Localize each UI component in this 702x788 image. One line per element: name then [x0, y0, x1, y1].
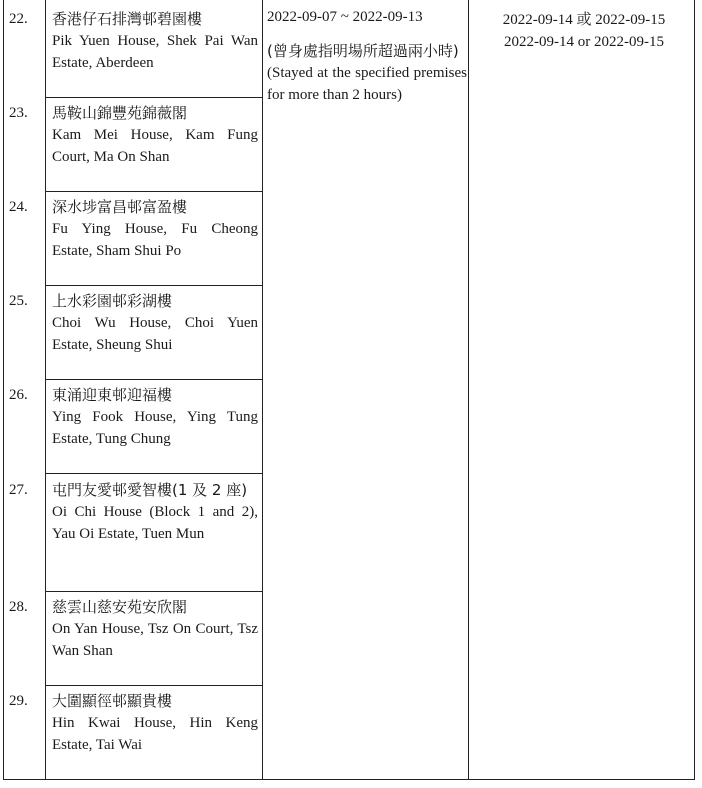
visit-date-range: 2022-09-07 ~ 2022-09-13 [267, 9, 423, 25]
premises-name-en: On Yan House, Tsz On Court, Tsz Wan Shan [52, 621, 258, 659]
premises-table [3, 0, 695, 780]
premises-name [52, 596, 258, 662]
premises-name-zh: 屯門友愛邨愛智樓(1 及 2 座) [52, 481, 248, 499]
row-number: 27. [9, 482, 28, 498]
premises-name-en: Kam Mei House, Kam Fung Court, Ma On Shan [52, 127, 258, 165]
test-date-en: 2022-09-14 or 2022-09-15 [504, 34, 664, 50]
premises-name-en: Oi Chi House (Block 1 and 2), Yau Oi Estate, Tuen Mun [52, 504, 258, 542]
row-divider [45, 473, 263, 474]
premises-name [52, 290, 258, 356]
row-divider [45, 191, 263, 192]
column-divider [45, 0, 46, 779]
premises-name-en: Choi Wu House, Choi Yuen Estate, Sheung Shui [52, 315, 258, 353]
row-number: 22. [9, 11, 28, 27]
premises-name [52, 8, 258, 74]
premises-name-en: Fu Ying House, Fu Cheong Estate, Sham Shui Po [52, 221, 258, 259]
premises-name-zh: 大圍顯徑邨顯貴樓 [52, 692, 173, 710]
premises-name [52, 102, 258, 168]
visit-note-zh: (曾身處指明場所超過兩小時) [267, 42, 459, 60]
row-number: 29. [9, 693, 28, 709]
row-number: 23. [9, 105, 28, 121]
test-date-zh: 2022-09-14 或 2022-09-15 [502, 12, 666, 28]
row-divider [45, 97, 263, 98]
premises-name [52, 479, 258, 545]
premises-name-en: Pik Yuen House, Shek Pai Wan Estate, Aberdeen [52, 33, 258, 71]
premises-name-zh: 東涌迎東邨迎福樓 [52, 386, 173, 404]
visit-period-cell [267, 6, 467, 106]
premises-name-zh: 深水埗富昌邨富盈樓 [52, 198, 188, 216]
row-divider [45, 685, 263, 686]
premises-name [52, 384, 258, 450]
column-divider [262, 0, 263, 779]
premises-name [52, 196, 258, 262]
row-number: 25. [9, 293, 28, 309]
premises-name-zh: 慈雲山慈安苑安欣閣 [52, 598, 188, 616]
row-divider [45, 379, 263, 380]
premises-name [52, 690, 258, 756]
visit-note-en: (Stayed at the specified premises for more than 2 hours) [267, 65, 467, 103]
premises-name-zh: 馬鞍山錦豐苑錦薇閣 [52, 104, 188, 122]
row-number: 26. [9, 387, 28, 403]
row-divider [45, 591, 263, 592]
test-date-cell [474, 9, 694, 53]
premises-name-en: Hin Kwai House, Hin Keng Estate, Tai Wai [52, 715, 258, 753]
row-number: 24. [9, 199, 28, 215]
row-divider [45, 285, 263, 286]
premises-name-zh: 香港仔石排灣邨碧園樓 [52, 10, 203, 28]
column-divider [468, 0, 469, 779]
premises-name-zh: 上水彩園邨彩湖樓 [52, 292, 173, 310]
premises-name-en: Ying Fook House, Ying Tung Estate, Tung Chung [52, 409, 258, 447]
row-number: 28. [9, 599, 28, 615]
